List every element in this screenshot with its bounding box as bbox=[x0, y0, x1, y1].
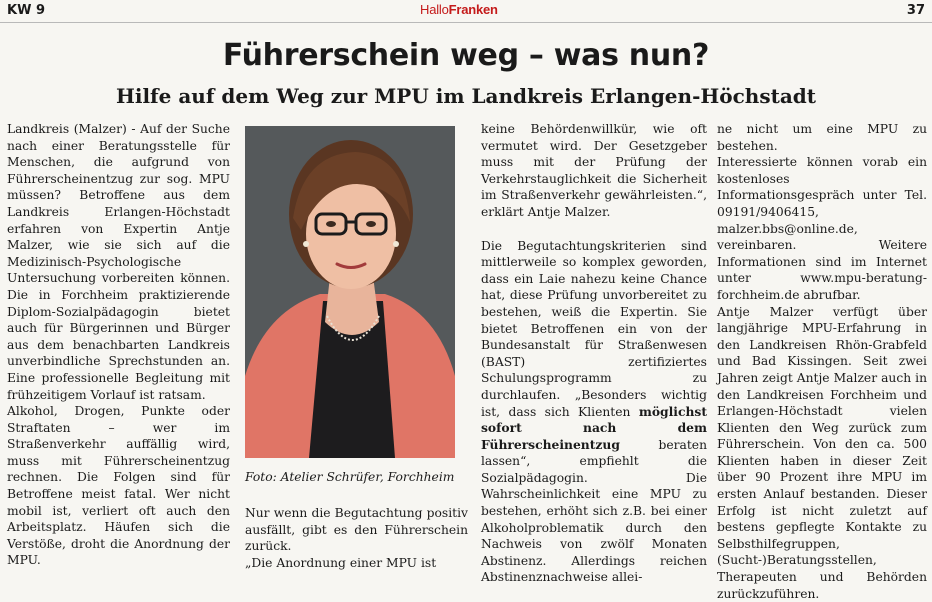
column-3-text-a: Die Begutachtungskriterien sind mittlerweile so komplex geworden, dass ein Laie nahezu keine Chance hat, diese Prüfung unvorbereitet zu bestehen, weiß die Expertin. Sie bietet Betroffenen ein von der Bundesanstalt für Straßenwesen (BAST) zertifiziertes Schulungsprogramm zu durchlaufen. „Besonders wichtig ist, dass sich Klienten bbox=[481, 238, 707, 419]
logo-franken: Franken bbox=[448, 2, 498, 17]
photo-caption: Foto: Atelier Schrüfer, Forchheim bbox=[245, 470, 455, 484]
column-2-paragraph-1: Nur wenn die Begutachtung positiv ausfällt, gibt es den Führerschein zurück. bbox=[245, 506, 468, 554]
column-2-text bbox=[245, 505, 468, 571]
column-3-paragraph-1: keine Behördenwillkür, wie oft vermutet wird. Der Gesetzgeber muss mit der Prüfung der Verkehrstauglichkeit die Sicherheit im Straßenverkehr gewährleisten.“, erklärt Antje Malzer. bbox=[481, 122, 707, 219]
week-label: KW 9 bbox=[7, 3, 45, 18]
column-4-paragraph-2: Interessierte können vorab ein kostenloses Informationsgespräch unter Tel. 09191/9406415, malzer.bbs@online.de, vereinbaren. Weitere Informationen sind im Internet unter www.mpu-beratung-forchheim.de abrufbar. bbox=[717, 155, 927, 302]
page-number: 37 bbox=[906, 3, 925, 18]
column-3 bbox=[481, 121, 707, 586]
column-2-paragraph-2: „Die Anordnung einer MPU ist bbox=[245, 555, 437, 570]
publication-logo bbox=[420, 2, 498, 17]
column-4 bbox=[717, 121, 927, 602]
article-subheadline: Hilfe auf dem Weg zur MPU im Landkreis Erlangen-Höchstadt bbox=[115, 84, 817, 108]
column-3-emphasis: möglichst sofort nach dem Führerscheinentzug bbox=[481, 403, 707, 452]
page-header bbox=[0, 0, 932, 23]
portrait-illustration bbox=[245, 126, 455, 458]
logo-hallo: Hallo bbox=[420, 2, 449, 17]
column-4-paragraph-3: Antje Malzer verfügt über langjährige MPU-Erfahrung in den Landkreisen Rhön-Grabfeld und Bad Kissingen. Seit zwei Jahren zeigt Antje Malzer auch in den Landkreisen Forchheim und Erlangen-Höchstadt vielen Klienten den Weg zurück zum Führerschein. Von den ca. 500 Klienten haben in dieser Zeit über 90 Prozent ihre MPU im ersten Anlauf bestanden. Dieser Erfolg ist nicht zuletzt auf bestens gepflegte Kontakte zu Selbsthilfegruppen, (Sucht-)Beratungsstellen, Therapeuten und Behörden zurückzuführen. bbox=[717, 304, 927, 601]
column-3-paragraph-2 bbox=[481, 238, 707, 586]
column-3-text-b: beraten lassen“, empfiehlt die Sozialpädagogin. Die Wahrscheinlichkeit eine MPU zu bestehen, erhöht sich z.B. bei einer Alkoholproblematik durch den Nachweis von zwölf Monaten Abstinenz. Allerdings reichen Abstinenznachweise allei- bbox=[481, 437, 707, 585]
column-1 bbox=[7, 121, 230, 569]
portrait-photo bbox=[245, 126, 455, 458]
paragraph-gap bbox=[481, 221, 707, 238]
column-1-paragraph-1: Landkreis (Malzer) - Auf der Suche nach einer Beratungsstelle für Menschen, die aufgrund von Führerscheinentzug zur sog. MPU müssen? Betroffene aus dem Landkreis Erlangen-Höchstadt erfahren von Expertin Antje Malzer, wie sie sich auf die Medizinisch-Psychologische Untersuchung vorbereiten können. Die in Forchheim praktizierende Diplom-Sozialpädagogin bietet auch für Bürgerinnen und Bürger aus dem benachbarten Landkreis unverbindliche Sprechstunden an. Eine professionelle Begleitung mit frühzeitigem Vorlauf ist ratsam. bbox=[7, 122, 230, 402]
article-headline: Führerschein weg – was nun? bbox=[222, 38, 710, 73]
column-4-paragraph-1: ne nicht um eine MPU zu bestehen. bbox=[717, 122, 927, 153]
column-1-paragraph-2: Alkohol, Drogen, Punkte oder Straftaten – wer im Straßenverkehr auffällig wird, muss mit Führerscheinentzug rechnen. Die Folgen sind für Betroffene meist fatal. Wer nicht mobil ist, verliert oft auch den Arbeitsplatz. Häufen sich die Verstöße, droht die Anordnung der MPU. bbox=[7, 404, 230, 568]
